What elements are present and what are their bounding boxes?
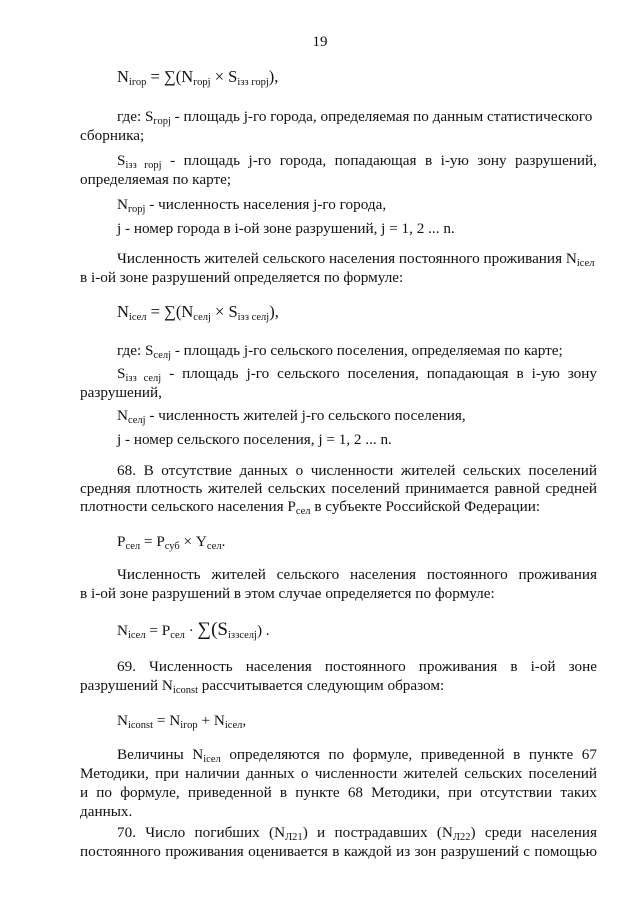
item-70-line2: постоянного проживания оценивается в каждой из зон разрушений с помощью	[80, 843, 597, 860]
definition-j-city: j - номер города в i-ой зоне разрушений, j = 1, 2 ... n.	[117, 220, 455, 237]
definition-s-izz-gorj: $S_{iзз горj}$ - площадь j-го города, попадающая в i-ую зону разрушений,	[117, 152, 597, 171]
item-69-line2: разрушений $N_{iconst}$ рассчитывается следующим образом:	[80, 677, 445, 696]
item-69-line1: 69. Численность населения постоянного проживания в i-ой зоне	[117, 658, 597, 675]
formula-n-igor: $N_{iгор} = \sum(N_{горj} \times S_{iзз горj})$,	[117, 67, 279, 88]
definition-n-gorj: $N_{горj}$ - численность населения j-го города,	[117, 196, 387, 215]
rural-population-fallback: Численность жителей сельского населения постоянного проживания	[117, 566, 597, 583]
values-note-line2: Методики, при наличии данных о численности жителей сельских поселений	[80, 765, 597, 782]
formula-n-iconst: $N_{iconst} = N_{iгор} + N_{iсел}$,	[117, 712, 247, 731]
definition-s-gorj-cont: сборника;	[80, 127, 145, 144]
definition-n-selj: $N_{селj}$ - численность жителей j-го сельского поселения,	[117, 407, 466, 426]
rural-population-intro: Численность жителей сельского населения постоянного проживания $N_{iсел}$	[117, 250, 595, 269]
item-68-line2: средняя плотность жителей сельских поселений принимается равной средней	[80, 480, 597, 497]
formula-p-sel: $P_{сел} = P_{суб} \times Y_{сел}$.	[117, 533, 226, 552]
rural-population-fallback-cont: в i-ой зоне разрушений в этом случае определяется по формуле:	[80, 585, 495, 602]
rural-population-intro-cont: в i-ой зоне разрушений определяется по формуле:	[80, 269, 404, 286]
definition-j-village: j - номер сельского поселения, j = 1, 2 ... n.	[117, 431, 392, 448]
definition-s-izz-selj-cont: разрушений,	[80, 384, 162, 401]
definition-s-izz-gorj-cont: определяемая по карте;	[80, 171, 232, 188]
values-note-line4: данных.	[80, 803, 133, 820]
page-number: 19	[312, 34, 328, 50]
definition-s-izz-selj: $S_{iзз селj}$ - площадь j-го сельского поселения, попадающая в i-ую зону	[117, 365, 598, 384]
values-note-line3: и по формуле, приведенной в пункте 68 Методики, при отсутствии таких	[80, 784, 597, 801]
definition-s-selj: где: $S_{селj}$ - площадь j-го сельского поселения, определяемая по карте;	[117, 342, 563, 361]
item-68-line1: 68. В отсутствие данных о численности жителей сельских поселений	[117, 462, 597, 479]
item-68-line3: плотности сельского населения $P_{сел}$ в субъекте Российской Федерации:	[80, 498, 541, 517]
formula-n-isel: $N_{iсел} = \sum(N_{селj} \times S_{iзз селj})$,	[117, 302, 279, 323]
formula-n-isel-density: $N_{iсел} = P_{сел} \cdot \sum(S_{iззселj})$ .	[117, 619, 270, 641]
item-70-line1: 70. Число погибших $(N_{Л21})$ и пострадавших $(N_{Л22})$ среди населения	[117, 824, 597, 843]
values-note-line1: Величины $N_{iсел}$ определяются по формуле, приведенной в пункте 67	[117, 746, 597, 765]
definition-s-gorj: где: $S_{горj}$ - площадь j-го города, определяемая по данным статистического	[117, 108, 593, 127]
